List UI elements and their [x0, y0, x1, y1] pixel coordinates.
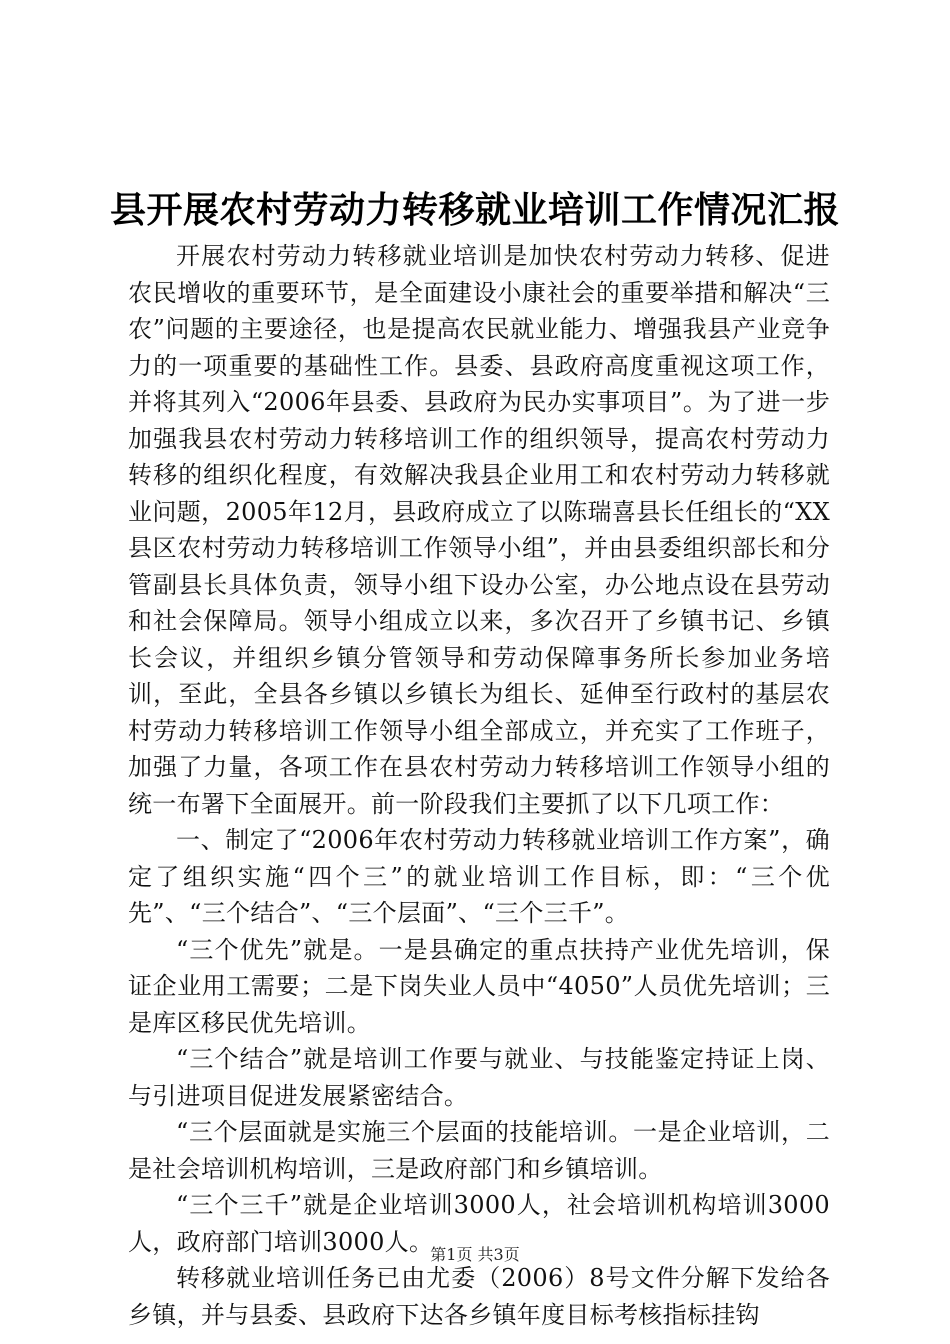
page-footer: 第1页 共3页 [430, 1245, 520, 1264]
paragraph-section-one: 一、制定了“2006年农村劳动力转移就业培训工作方案”，确定了组织实施“四个三”的就业培训工作目标，即：“三个优先”、“三个结合”、“三个层面”、“三个三千”。 [128, 826, 830, 927]
paragraph-three-priorities: “三个优先”就是。一是县确定的重点扶持产业优先培训，保证企业用工需要；二是下岗失业人员中“4050”人员优先培训；三是库区移民优先培训。 [128, 935, 830, 1037]
paragraph-intro: 开展农村劳动力转移就业培训是加快农村劳动力转移、促进农民增收的重要环节，是全面建设小康社会的重要举措和解决“三农”问题的主要途径，也是提高农民就业能力、增强我县产业竞争力的一项重要的基础性工作。县委、县政府高度重视这项工作，并将其列入“2006年县委、县政府为民办实事项目”。为了进一步加强我县农村劳动力转移培训工作的组织领导，提高农村劳动力转移的组织化程度，有效解决我县企业用工和农村劳动力转移就业问题，2005年12月，县政府成立了以陈瑞喜县长任组长的“XX县区农村劳动力转移培训工作领导小组”，并由县委组织部长和分管副县长具体负责，领导小组下设办公室，办公地点设在县劳动和社会保障局。领导小组成立以来，多次召开了乡镇书记、乡镇长会议，并组织乡镇分管领导和劳动保障事务所长参加业务培训，至此，全县各乡镇以乡镇长为组长、延伸至行政村的基层农村劳动力转移培训工作领导小组全部成立，并充实了工作班子，加强了力量，各项工作在县农村劳动力转移培训工作领导小组的统一布署下全面展开。前一阶段我们主要抓了以下几项工作： [128, 242, 830, 818]
paragraph-three-combinations: “三个结合”就是培训工作要与就业、与技能鉴定持证上岗、与引进项目促进发展紧密结合。 [128, 1045, 830, 1110]
paragraph-task-allocation: 转移就业培训任务已由尤委（2006）8号文件分解下发给各乡镇，并与县委、县政府下达各乡镇年度目标考核指标挂钩 [128, 1264, 830, 1329]
document-body [128, 238, 830, 1333]
paragraph-three-thousands: “三个三千”就是企业培训3000人，社会培训机构培训3000人，政府部门培训3000人。 [128, 1191, 830, 1256]
paragraph-three-levels: “三个层面就是实施三个层面的技能培训。一是企业培训，二是社会培训机构培训，三是政府部门和乡镇培训。 [128, 1118, 830, 1183]
document-title: 县开展农村劳动力转移就业培训工作情况汇报 [109, 189, 840, 231]
